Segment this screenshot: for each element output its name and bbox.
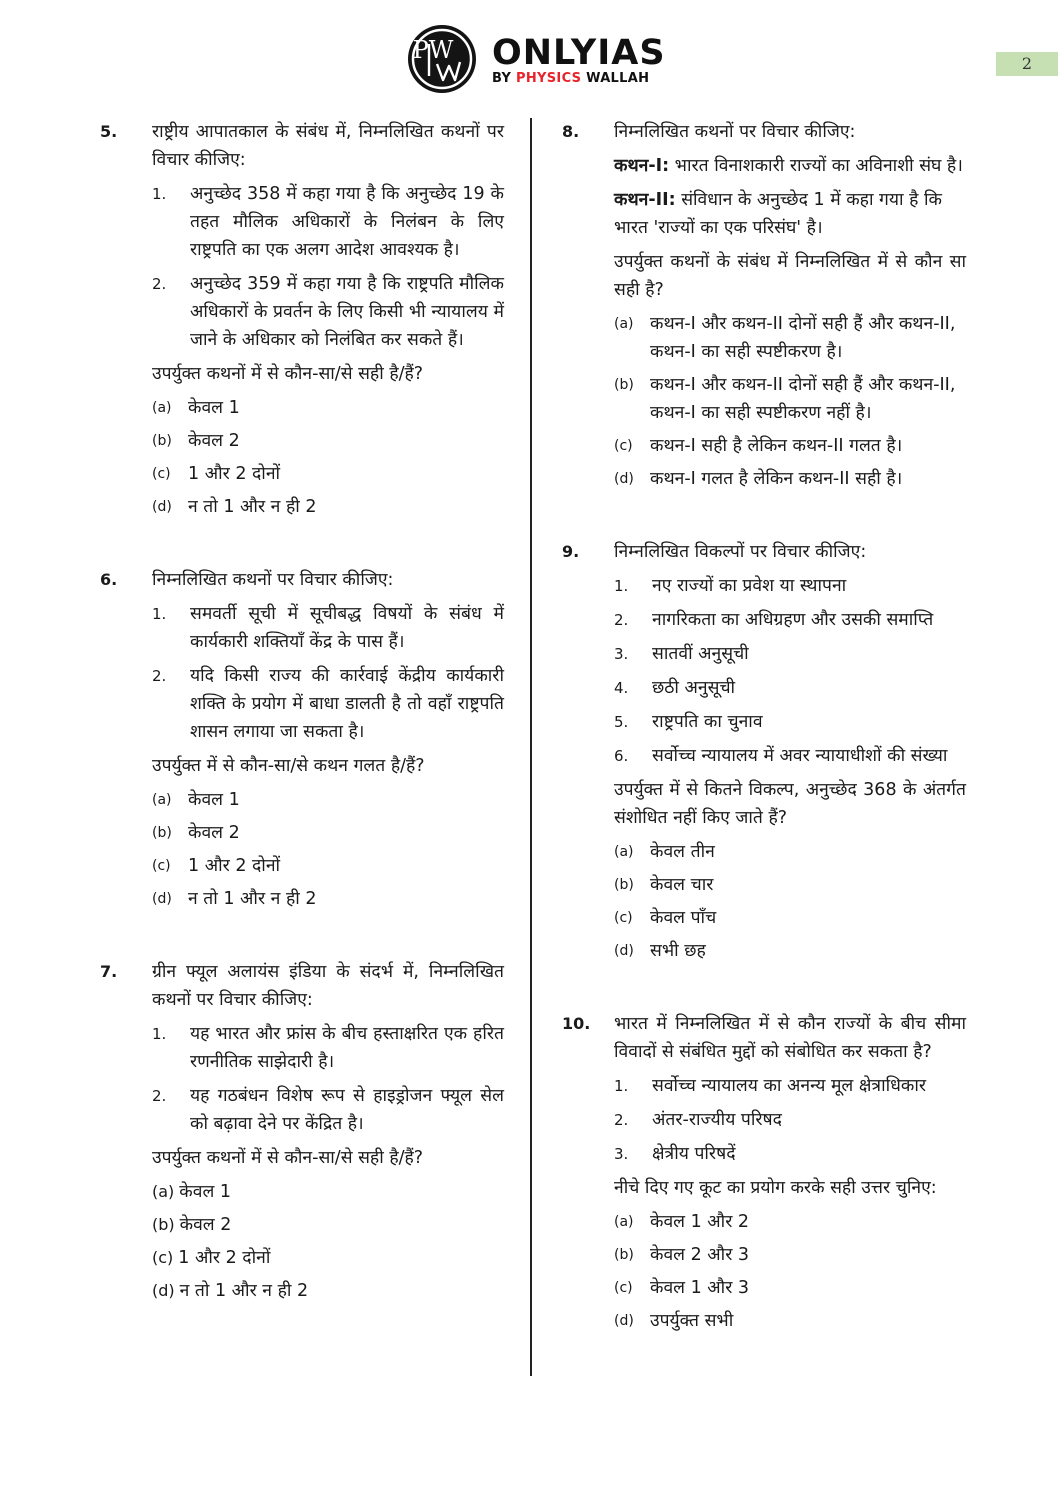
option-text: केवल तीन (650, 842, 715, 862)
question-ask: उपर्युक्त कथनों में से कौन-सा/से सही है/हैं? (152, 364, 424, 384)
question-body (614, 1010, 966, 1340)
question-stem: ग्रीन फ्यूल अलायंस इंडिया के संदर्भ में, निम्नलिखित कथनों पर विचार कीजिए: (152, 962, 504, 1010)
option-text: केवल 1 और 3 (650, 1278, 750, 1298)
brand-tagline-accent: PHYSICS (516, 71, 582, 86)
option-text: न तो 1 और न ही 2 (188, 497, 317, 517)
option (614, 1208, 966, 1236)
question-body (614, 538, 966, 970)
statement-text: क्षेत्रीय परिषदें (652, 1144, 736, 1164)
page-number: 2 (996, 52, 1058, 76)
option-label: (b) (614, 377, 634, 393)
option-text: केवल 1 (188, 398, 240, 418)
option (152, 427, 504, 455)
question-body (614, 118, 966, 498)
option (614, 937, 966, 965)
option (152, 1211, 504, 1239)
assertion-2-text: संविधान के अनुच्छेद 1 में कहा गया है कि भारत 'राज्यों का एक परिसंघ' है। (614, 190, 942, 238)
option-text: केवल 2 (179, 1215, 232, 1235)
question-number: 9. (562, 542, 580, 561)
option (152, 460, 504, 488)
statement (152, 270, 504, 354)
option (614, 1241, 966, 1269)
question-6 (100, 566, 504, 918)
statement-number: 1. (614, 577, 629, 595)
question-body (152, 566, 504, 918)
question-number: 6. (100, 570, 118, 589)
option-label: (d) (152, 891, 172, 907)
option (152, 852, 504, 880)
option (152, 493, 504, 521)
option-text: केवल पाँच (650, 908, 717, 928)
statement-text: सर्वोच्च न्यायालय में अवर न्यायाधीशों की संख्या (652, 746, 948, 766)
statement-number: 4. (614, 679, 629, 697)
statement-number: 6. (614, 747, 629, 765)
option-label: (a) (152, 792, 172, 808)
brand-tagline (492, 71, 666, 86)
option-text: कथन-I सही है लेकिन कथन-II गलत है। (650, 436, 903, 456)
option-label: (c) (614, 910, 633, 926)
pw-logo-icon (407, 24, 477, 94)
question-stem: निम्नलिखित कथनों पर विचार कीजिए: (614, 122, 856, 142)
statement (614, 606, 966, 634)
question-number: 7. (100, 962, 118, 981)
page-header (0, 0, 1058, 110)
statement (152, 1082, 504, 1138)
option-text: केवल चार (650, 875, 714, 895)
option-label: (d) (614, 943, 634, 959)
option-text: न तो 1 और न ही 2 (179, 1281, 309, 1301)
statement (152, 600, 504, 656)
option (614, 871, 966, 899)
pw-logo-text: PW (412, 36, 454, 64)
statement-text: छठी अनुसूची (652, 678, 736, 698)
question-body (152, 958, 504, 1310)
option-label: (b) (614, 1247, 634, 1263)
option-label: (c) (152, 466, 171, 482)
statement-text: राष्ट्रपति का चुनाव (652, 712, 763, 732)
option-label: (a) (614, 316, 634, 332)
option-text: कथन-I गलत है लेकिन कथन-II सही है। (650, 469, 903, 489)
option-text: केवल 1 (179, 1182, 232, 1202)
statement (614, 708, 966, 736)
option (614, 838, 966, 866)
statement-text: यह भारत और फ्रांस के बीच हस्ताक्षरित एक हरित रणनीतिक साझेदारी है। (190, 1024, 504, 1072)
option-label: (c) (152, 1248, 174, 1267)
question-5 (100, 118, 504, 526)
option (614, 371, 966, 427)
option (152, 394, 504, 422)
statement (152, 180, 504, 264)
option-label: (d) (152, 1281, 175, 1300)
option-text: उपर्युक्त सभी (650, 1311, 734, 1331)
option (614, 1307, 966, 1335)
option-label: (a) (614, 1214, 634, 1230)
assertion-1 (614, 152, 966, 180)
option (614, 432, 966, 460)
question-ask: उपर्युक्त कथनों में से कौन-सा/से सही है/हैं? (152, 1148, 424, 1168)
option-label: (b) (152, 825, 172, 841)
option-label: (c) (152, 858, 171, 874)
question-ask: उपर्युक्त कथनों के संबंध में निम्नलिखित में से कौन सा सही है? (614, 252, 966, 300)
column-divider (530, 118, 532, 1376)
question-number: 8. (562, 122, 580, 141)
right-column (562, 118, 966, 1380)
option (614, 904, 966, 932)
statement-number: 2. (152, 275, 167, 293)
option-text: 1 और 2 दोनों (178, 1248, 271, 1268)
statement-number: 1. (614, 1077, 629, 1095)
statement-number: 1. (152, 605, 167, 623)
statement-text: यदि किसी राज्य की कार्रवाई केंद्रीय कार्यकारी शक्ति के प्रयोग में बाधा डालती है तो वहाँ राष्ट्रपति शासन लगाया जा सकता है। (190, 666, 504, 742)
option (152, 1244, 504, 1272)
left-column (100, 118, 504, 1350)
question-ask: उपर्युक्त में से कौन-सा/से कथन गलत है/हैं? (152, 756, 425, 776)
question-stem: निम्नलिखित विकल्पों पर विचार कीजिए: (614, 542, 867, 562)
option-label: (a) (152, 400, 172, 416)
option-label: (b) (152, 1215, 175, 1234)
option-text: न तो 1 और न ही 2 (188, 889, 317, 909)
option-text: केवल 2 (188, 823, 240, 843)
option-label: (b) (152, 433, 172, 449)
statement (614, 640, 966, 668)
statement-number: 1. (152, 1025, 167, 1043)
option-label: (a) (152, 1182, 175, 1201)
statement-text: सर्वोच्च न्यायालय का अनन्य मूल क्षेत्राधिकार (652, 1076, 927, 1096)
statement (614, 1106, 966, 1134)
option (152, 885, 504, 913)
brand-logo (492, 35, 666, 86)
option-text: 1 और 2 दोनों (188, 856, 281, 876)
statement-text: सातवीं अनुसूची (652, 644, 749, 664)
option-label: (c) (614, 1280, 633, 1296)
statement-number: 2. (614, 611, 629, 629)
option-label: (c) (614, 438, 633, 454)
option-text: कथन-I और कथन-II दोनों सही हैं और कथन-II, कथन-I का सही स्पष्टीकरण नहीं है। (650, 375, 956, 423)
statement-text: अंतर-राज्यीय परिषद (652, 1110, 782, 1130)
option-text: 1 और 2 दोनों (188, 464, 281, 484)
statement (614, 1140, 966, 1168)
statement (152, 1020, 504, 1076)
statement-text: यह गठबंधन विशेष रूप से हाइड्रोजन फ्यूल सेल को बढ़ावा देने पर केंद्रित है। (190, 1086, 504, 1134)
option-text: केवल 1 (188, 790, 240, 810)
question-ask: उपर्युक्त में से कितने विकल्प, अनुच्छेद 368 के अंतर्गत संशोधित नहीं किए जाते हैं? (614, 780, 966, 828)
question-ask: नीचे दिए गए कूट का प्रयोग करके सही उत्तर चुनिए: (614, 1178, 937, 1198)
statement-number: 2. (152, 1087, 167, 1105)
statement-text: नागरिकता का अधिग्रहण और उसकी समाप्ति (652, 610, 934, 630)
brand-tagline-prefix: BY (492, 71, 517, 86)
option (152, 819, 504, 847)
statement-text: समवर्ती सूची में सूचीबद्ध विषयों के संबंध में कार्यकारी शक्तियाँ केंद्र के पास हैं। (190, 604, 504, 652)
statement (614, 572, 966, 600)
question-body (152, 118, 504, 526)
statement-number: 2. (614, 1111, 629, 1129)
question-stem: भारत में निम्नलिखित में से कौन राज्यों के बीच सीमा विवादों से संबंधित मुद्दों को संबोधित कर सकता है? (614, 1014, 966, 1062)
option-label: (b) (614, 877, 634, 893)
statement-number: 5. (614, 713, 629, 731)
statement (614, 742, 966, 770)
brand-tagline-suffix: WALLAH (581, 71, 650, 86)
question-10 (562, 1010, 966, 1340)
assertion-1-text: भारत विनाशकारी राज्यों का अविनाशी संघ है। (669, 156, 963, 176)
question-9 (562, 538, 966, 970)
assertion-2-label: कथन-II: (614, 190, 676, 210)
option-text: केवल 2 और 3 (650, 1245, 750, 1265)
statement-text: अनुच्छेद 359 में कहा गया है कि राष्ट्रपति मौलिक अधिकारों के प्रवर्तन के लिए किसी भी न्यायालय में जाने के अधिकार को निलंबित कर सकते हैं। (190, 274, 504, 350)
option-label: (d) (152, 499, 172, 515)
option-label: (a) (614, 844, 634, 860)
statement-number: 2. (152, 667, 167, 685)
option (152, 1277, 504, 1305)
option (614, 465, 966, 493)
question-stem: राष्ट्रीय आपातकाल के संबंध में, निम्नलिखित कथनों पर विचार कीजिए: (152, 122, 504, 170)
assertion-1-label: कथन-I: (614, 156, 670, 176)
option (614, 310, 966, 366)
statement-number: 3. (614, 645, 629, 663)
option-text: केवल 2 (188, 431, 240, 451)
question-7 (100, 958, 504, 1310)
statement (152, 662, 504, 746)
question-8 (562, 118, 966, 498)
brand-name: ONLYIAS (492, 33, 666, 73)
option-text: केवल 1 और 2 (650, 1212, 750, 1232)
option (614, 1274, 966, 1302)
question-number: 5. (100, 122, 118, 141)
statement (614, 674, 966, 702)
option-label: (d) (614, 1313, 634, 1329)
statement (614, 1072, 966, 1100)
option (152, 786, 504, 814)
statement-text: अनुच्छेद 358 में कहा गया है कि अनुच्छेद 19 के तहत मौलिक अधिकारों के निलंबन के लिए राष्ट्रपति का एक अलग आदेश आवश्यक है। (190, 184, 504, 260)
statement-number: 3. (614, 1145, 629, 1163)
question-stem: निम्नलिखित कथनों पर विचार कीजिए: (152, 570, 394, 590)
option-text: सभी छह (650, 941, 706, 961)
option-text: कथन-I और कथन-II दोनों सही हैं और कथन-II, कथन-I का सही स्पष्टीकरण है। (650, 314, 956, 362)
statement-number: 1. (152, 185, 167, 203)
question-number: 10. (562, 1014, 591, 1033)
option (152, 1178, 504, 1206)
assertion-2 (614, 186, 966, 242)
option-label: (d) (614, 471, 634, 487)
statement-text: नए राज्यों का प्रवेश या स्थापना (652, 576, 847, 596)
